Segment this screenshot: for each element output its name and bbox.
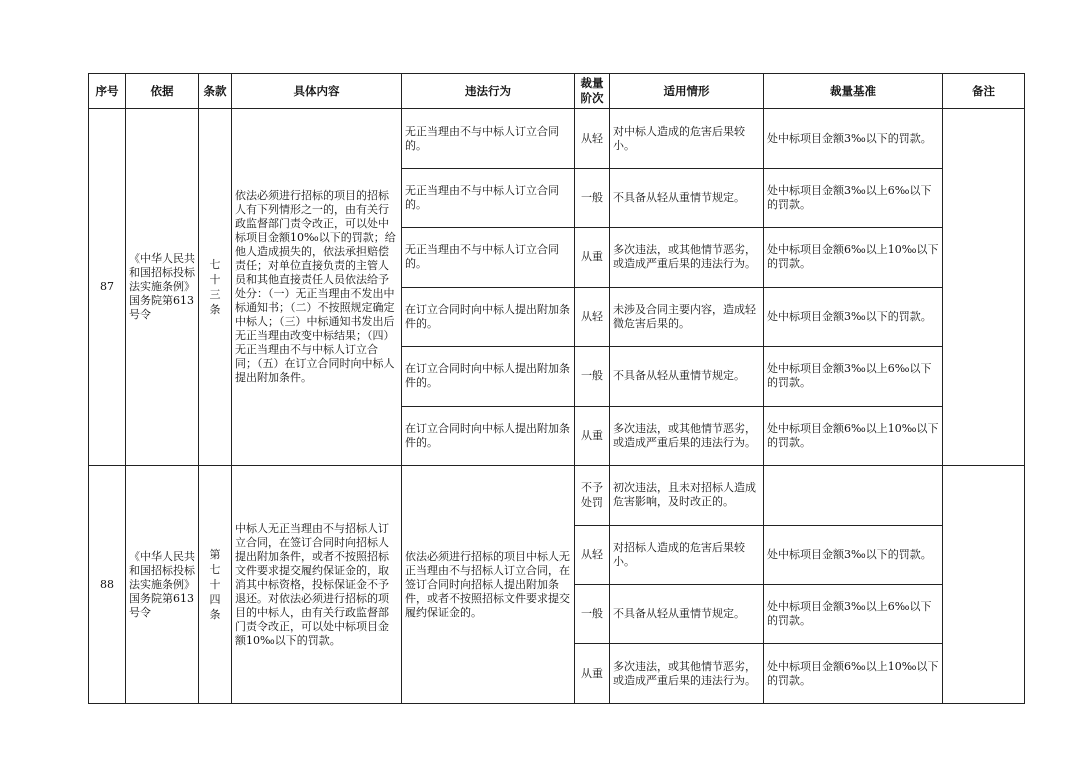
content-cell: 中标人无正当理由不与招标人订立合同，在签订合同时向招标人提出附加条件，或者不按照招标文件要求提交履约保证金的，取消其中标资格，投标保证金不予退还。对依法必须进行招标的项目的中标人，由有关行政监督部门责令改正，可以处中标项目金额10‰以下的罚款。: [232, 466, 402, 704]
standard-cell: 处中标项目金额3‰以上6‰以下的罚款。: [764, 585, 943, 644]
violation-cell: 无正当理由不与中标人订立合同的。: [402, 109, 575, 168]
level-cell: 一般: [575, 585, 610, 644]
content-cell: 依法必须进行招标的项目的招标人有下列情形之一的，由有关行政监督部门责令改正，可以处中标项目金额10‰以下的罚款；给他人造成损失的，依法承担赔偿责任；对单位直接负责的主管人员和其他直接责任人员依法给予处分：（一）无正当理由不发出中标通知书；（二）不按照规定确定中标人；（三）中标通知书发出后无正当理由改变中标结果；（四）无正当理由不与中标人订立合同；（五）在订立合同时向中标人提出附加条件。: [232, 109, 402, 466]
situation-cell: 对招标人造成的危害后果较小。: [610, 525, 764, 584]
basis-cell: 《中华人民共和国招标投标法实施条例》国务院第613号令: [126, 109, 199, 466]
violation-cell: 依法必须进行招标的项目中标人无正当理由不与招标人订立合同，在签订合同时向招标人提出附加条件，或者不按照招标文件要求提交履约保证金的。: [402, 466, 575, 704]
header-situation: 适用情形: [610, 74, 764, 109]
level-cell: 从重: [575, 644, 610, 704]
violation-cell: 在订立合同时向中标人提出附加条件的。: [402, 406, 575, 465]
clause-cell: 七十三条: [199, 109, 232, 466]
standard-cell: [764, 466, 943, 525]
level-cell: 从重: [575, 228, 610, 287]
standard-cell: 处中标项目金额3‰以下的罚款。: [764, 109, 943, 168]
penalty-discretion-table: [88, 73, 1025, 704]
row-number: 88: [89, 466, 126, 704]
header-content: 具体内容: [232, 74, 402, 109]
standard-cell: 处中标项目金额3‰以下的罚款。: [764, 525, 943, 584]
situation-cell: 未涉及合同主要内容，造成轻微危害后果的。: [610, 287, 764, 346]
standard-cell: 处中标项目金额3‰以上6‰以下的罚款。: [764, 347, 943, 406]
level-cell: 从重: [575, 406, 610, 465]
level-cell: 从轻: [575, 525, 610, 584]
header-basis: 依据: [126, 74, 199, 109]
header-remark: 备注: [943, 74, 1025, 109]
situation-cell: 不具备从轻从重情节规定。: [610, 168, 764, 227]
level-cell: 一般: [575, 168, 610, 227]
violation-cell: 在订立合同时向中标人提出附加条件的。: [402, 347, 575, 406]
situation-cell: 对中标人造成的危害后果较小。: [610, 109, 764, 168]
situation-cell: 多次违法，或其他情节恶劣，或造成严重后果的违法行为。: [610, 406, 764, 465]
table-row: [89, 466, 1025, 525]
level-cell: 不予处罚: [575, 466, 610, 525]
basis-cell: 《中华人民共和国招标投标法实施条例》国务院第613号令: [126, 466, 199, 704]
header-clause: 条款: [199, 74, 232, 109]
row-number: 87: [89, 109, 126, 466]
remark-cell: [943, 109, 1025, 466]
standard-cell: 处中标项目金额3‰以下的罚款。: [764, 287, 943, 346]
table-row: [89, 109, 1025, 168]
header-level: 裁量阶次: [575, 74, 610, 109]
clause-cell: 第七十四条: [199, 466, 232, 704]
header-violation: 违法行为: [402, 74, 575, 109]
standard-cell: 处中标项目金额6‰以上10‰以下的罚款。: [764, 228, 943, 287]
standard-cell: 处中标项目金额3‰以上6‰以下的罚款。: [764, 168, 943, 227]
remark-cell: [943, 466, 1025, 704]
standard-cell: 处中标项目金额6‰以上10‰以下的罚款。: [764, 644, 943, 704]
situation-cell: 多次违法，或其他情节恶劣，或造成严重后果的违法行为。: [610, 644, 764, 704]
situation-cell: 不具备从轻从重情节规定。: [610, 347, 764, 406]
level-cell: 从轻: [575, 109, 610, 168]
header-row: [89, 74, 1025, 109]
violation-cell: 在订立合同时向中标人提出附加条件的。: [402, 287, 575, 346]
header-no: 序号: [89, 74, 126, 109]
level-cell: 从轻: [575, 287, 610, 346]
header-standard: 裁量基准: [764, 74, 943, 109]
situation-cell: 不具备从轻从重情节规定。: [610, 585, 764, 644]
situation-cell: 多次违法，或其他情节恶劣，或造成严重后果的违法行为。: [610, 228, 764, 287]
violation-cell: 无正当理由不与中标人订立合同的。: [402, 228, 575, 287]
standard-cell: 处中标项目金额6‰以上10‰以下的罚款。: [764, 406, 943, 465]
violation-cell: 无正当理由不与中标人订立合同的。: [402, 168, 575, 227]
situation-cell: 初次违法，且未对招标人造成危害影响，及时改正的。: [610, 466, 764, 525]
level-cell: 一般: [575, 347, 610, 406]
